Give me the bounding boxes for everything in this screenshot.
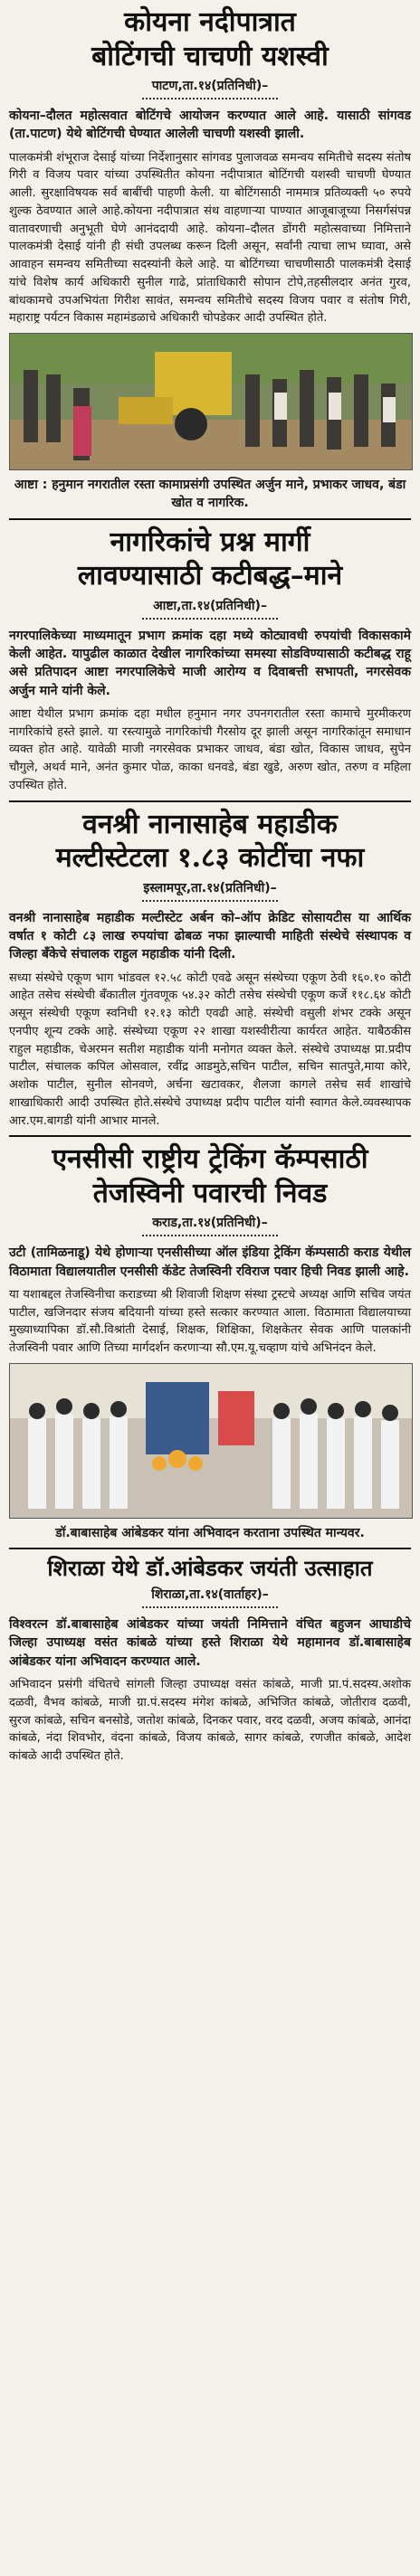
photo-ambedkar-tribute	[9, 1363, 413, 1519]
photo-caption: आष्टा : हनुमान नगरातील रस्ता कामाप्रसंगी उपस्थित अर्जुन माने, प्रभाकर जाधव, बंडा खोत व नागरिक.	[14, 478, 406, 511]
article-lead: कोयना–दौलत महोत्सवात बोटिंगचे आयोजन करण्यात आले आहे. यासाठी सांगवड (ता.पाटण) येथे बोटिंगची घेण्यात आलेली चाचणी यशस्वी झाली.	[9, 109, 411, 142]
article-mahadik-multistate	[9, 808, 411, 1131]
headline-line1: वनश्री नानासाहेब महाडीक	[82, 808, 338, 840]
article-koyna-boating	[9, 0, 411, 513]
photo-road-work	[9, 333, 413, 470]
divider-dotted	[142, 1606, 278, 1608]
article-body: या यशाबद्दल तेजस्विनीचा कराडच्या श्री शिवाजी शिक्षण संस्था ट्रस्टचे अध्यक्ष आणि सचिव जयंत पाटील, खजिनदार संजय बदियानी यांच्या हस्ते सत्कार करण्यात आला. विठामाता विद्यालयाच्या मुख्याध्यापिका डॉ.सौ.विश्रांती देसाई, शिक्षक, शिक्षिका, शिक्षकेतर सेवक आणि पालकांनी तेजस्विनी पवार आणि तिच्या मार्गदर्शन करणाऱ्या सौ.एम.यू.चव्हाण यांचे अभिनंदन केले.	[9, 1287, 411, 1356]
article-lead: विश्वरत्न डॉ.बाबासाहेब आंबेडकर यांच्या जयंती निमित्ताने वंचित बहुजन आघाडीचे जिल्हा उपाध्यक्ष वसंत कांबळे यांच्या हस्ते शिराळा येथे महामानव डॉ.बाबासाहेब आंबेडकर यांना अभिवादन करण्यात आले.	[9, 1617, 411, 1669]
article-ncc-trekking	[9, 1142, 411, 1542]
ambedkar-tribute-image	[10, 1364, 412, 1518]
article-mane	[9, 526, 411, 795]
headline-line2: तेजस्विनी पवारची निवड	[92, 1177, 328, 1209]
article-lead: वनश्री नानासाहेब महाडीक मल्टीस्टेट अर्बन को–ऑप क्रेडिट सोसायटीस या आर्थिक वर्षात १ कोटी ८३ लाख रुपयांचा ढोबळ नफा झाल्याची माहिती संस्थेचे संस्थापक व जिल्हा बँकेचे संचालक राहुल महाडीक यांनी दिली.	[9, 910, 411, 962]
headline-line1: नागरिकांचे प्रश्न मार्गी	[110, 526, 310, 558]
divider-dotted	[142, 900, 278, 902]
section-divider	[9, 1548, 411, 1549]
divider-dotted	[142, 1235, 278, 1236]
headline-line2: मल्टीस्टेटला १.८३ कोटींचा नफा	[55, 842, 365, 875]
photo-caption: डॉ.बाबासाहेब आंबेडकर यांना अभिवादन करताना उपस्थित मान्यवर.	[55, 1525, 365, 1540]
section-divider	[9, 518, 411, 520]
divider-dotted	[142, 98, 278, 99]
article-lead: उटी (तामिळनाडू) येथे होणाऱ्या एनसीसीच्या ऑल इंडिया ट्रेकिंग कॅम्पसाठी कराड येथील विठामाता विद्यालयातील एनसीसी कॅडेट तेजस्विनी रविराज पवार हिची निवड झाली आहे.	[9, 1245, 411, 1279]
dateline: शिराळा,ता.१४(वार्ताहर)–	[151, 1587, 269, 1603]
dateline: इस्लामपूर,ता.१४(प्रतिनिधी)–	[143, 880, 277, 895]
section-divider	[9, 800, 411, 802]
article-body: सध्या संस्थेचे एकूण भाग भांडवल १२.५८ कोटी एवढे असून संस्थेच्या एकूण ठेवी १६०.१० कोटी आहेत तसेच संस्थेची बँकातील गुंतवणूक ५४.३२ कोटी तसेच संस्थेची एकूण कर्जे ११८.६४ कोटी असून संस्थेची एकूण स्वनिधी १२.१३ कोटी एवढी आहे. संस्थेची वसुली शंभर टक्के असून एनपीए शून्य टक्के आहे. संस्थेच्या एकूण २२ शाखा यशस्वीरीत्या कार्यरत आहेत. याबैठकीस राहुल महाडीक, चेअरमन सतीश महाडीक यांनी मनोगत व्यक्त केले. संस्थेचे उपाध्यक्ष प्रा.प्रदीप पाटील, संचालक कपिल ओसवाल, रवींद्र आडमुठे,सचिन पाटील, सचिन सातपुते,माया कोरे, अशोक पाटील, सुनील सोनवणे, अर्चना खटावकर, शैलजा कागले तसेच सर्व शाखांचे शाखाधिकारी आदी उपस्थित होते.संस्थेचे उपाध्यक्ष प्रदीप पाटील यांनी स्वागत केले.व्यवस्थापक आर.एम.बागडी यांनी आभार मानले.	[9, 971, 411, 1128]
headline-line2: लावण्यासाठी कटीबद्ध–माने	[77, 560, 343, 592]
divider-dotted	[142, 618, 278, 620]
dateline: कराड,ता.१४(प्रतिनिधी)–	[152, 1216, 268, 1231]
section-divider	[9, 1135, 411, 1137]
headline-line1: एनसीसी राष्ट्रीय ट्रेकिंग कॅम्पसाठी	[52, 1143, 368, 1176]
road-work-image	[10, 334, 412, 469]
article-lead: नगरपालिकेच्या माध्यमातून प्रभाग क्रमांक दहा मध्ये कोट्यावधी रुपयांची विकासकामे केली आहेत. यापुढील काळात देखील नागरिकांच्या समस्या सोडविण्यासाठी कटीबद्ध राहू असे प्रतिपादन आष्टा नगरपालिकेचे माजी आरोग्य व दिवाबत्ती सभापती, नगरसेवक अर्जुन माने यांनी केले.	[9, 628, 411, 698]
headline: शिराळा येथे डॉ.आंबेडकर जयंती उत्साहात	[47, 1555, 373, 1582]
article-ambedkar-jayanti	[9, 1555, 411, 1766]
headline-line2: बोटिंगची चाचणी यशस्वी	[91, 40, 329, 72]
dateline: पाटण,ता.१४(प्रतिनिधी)–	[151, 79, 269, 93]
article-body: पालकमंत्री शंभूराज देसाई यांच्या निर्देशानुसार सांगवड पुलाजवळ समन्वय समितीचे सदस्य संतोष गिरी व विजय पवार यांच्या उपस्थितीत कोयना नदीपात्रात बोटिंगची यशस्वी चाचणी घेण्यात आली. सुरक्षाविषयक सर्व बाबींची पाहणी केली. या बोटिंगसाठी नाममात्र प्रतिव्यक्ती ५० रुपये शुल्क ठेवण्यात आले आहे.कोयना नदीपात्रात संथ वाहणाऱ्या पाण्यात आजूबाजूच्या निसर्गसंपन्न वातावरणाची अनुभूती घेणे आनंददायी आहे. कोयना–दौलत डोंगरी महोत्सवाच्या निमित्ताने पालकमंत्री देसाई यांनी ही संधी उपलब्ध करून दिली असून, सर्वांनी त्याचा लाभ घ्यावा, असे आवाहन समन्वय समितीच्या सदस्यांनी केले आहे. या बोटिंगच्या चाचणीसाठी पालकमंत्री देसाई यांचे विशेष कार्य अधिकारी सुनील गाढे, प्रांताधिकारी सोपान टोपे,तहसीलदार अनंत गुरव, बांधकामचे उपअभियंता गिरीश सावंत, समन्वय समितीचे सदस्य विजय पवार व संतोष गिरी, महाराष्ट्र पर्यटन विकास महामंडळाचे अधिकारी चोपडेकर आदी उपस्थित होते.	[9, 150, 411, 326]
article-body: आष्टा येथील प्रभाग क्रमांक दहा मधील हनुमान नगर उपनगरातील रस्ता कामाचे मुरमीकरण नागरिकांचे हस्ते झाले. या रस्त्यामुळे नागरिकांची गैरसोय दूर झाली असून नागरिकांतून समाधान व्यक्त होत आहे. यावेळी माजी नगरसेवक प्रभाकर जाधव, बंडा खोत, विकास जाधव, सुपेन चौगुले, अथर्व माने, अनंत कुमार पोळ, काका धनवडे, बंडा खुडे, अरुण खोत, तरुण व महिला उपस्थित होते.	[9, 706, 411, 792]
article-body: अभिवादन प्रसंगी वंचितचे सांगली जिल्हा उपाध्यक्ष वसंत कांबळे, माजी प्रा.पं.सदस्य.अशोक दळवी, वैभव कांबळे, माजी ग्रा.पं.सदस्य मंगेश कांबळे, अभिजित कांबळे, जोतीराव दळवी, सुरज कांबळे, सचिन बनसोडे, जतोश कांबळे, दिनकर पवार, वरद दळवी, अजय कांबळे, आनंदा कांबळे, नंदा शिवभोर, वंदना कांबळे, विजय कांबळे, सागर कांबळे, रणजीत कांबळे, आदेश कांबळे आदी उपस्थित होते.	[9, 1678, 411, 1764]
headline-line1: कोयना नदीपात्रात	[124, 6, 296, 38]
dateline: आष्टा,ता.१४(प्रतिनिधी)–	[153, 598, 267, 613]
